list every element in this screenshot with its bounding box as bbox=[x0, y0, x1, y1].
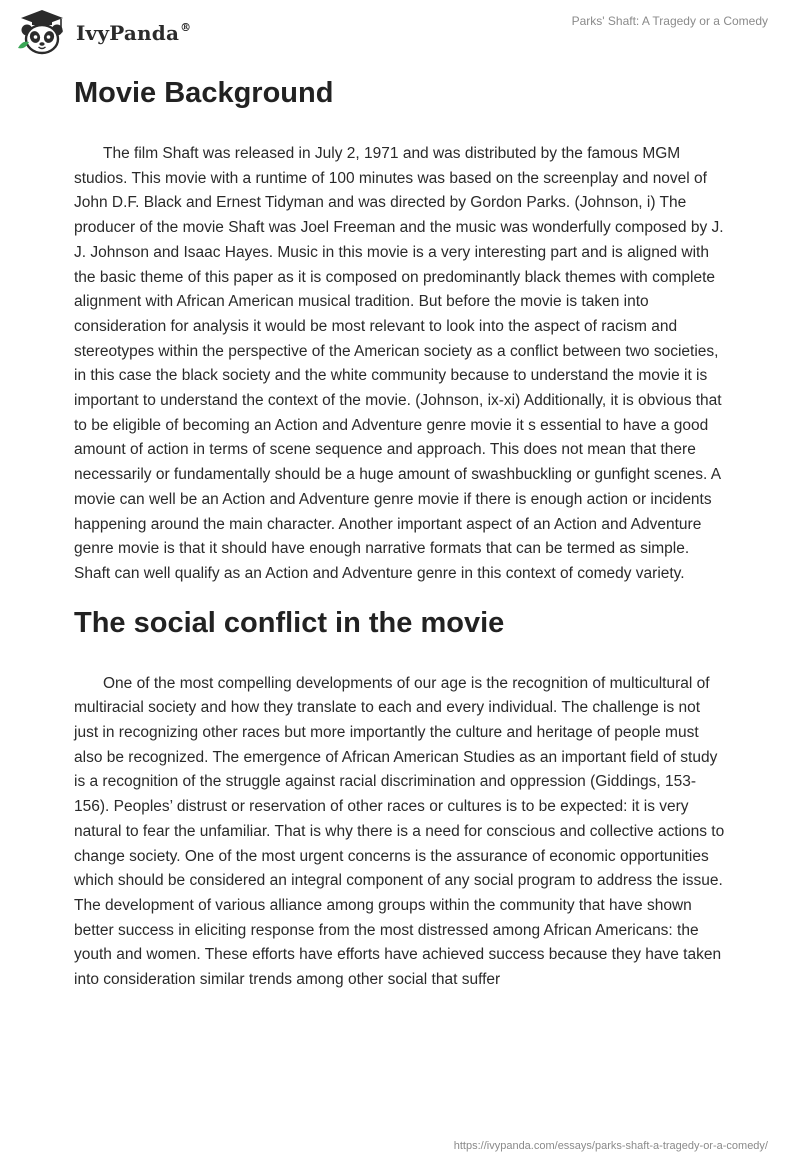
source-url[interactable]: https://ivypanda.com/essays/parks-shaft-a-tragedy-or-a-comedy/ bbox=[453, 1140, 768, 1152]
article-body bbox=[74, 70, 726, 993]
panda-graduate-icon bbox=[16, 8, 68, 56]
brand-logo[interactable] bbox=[16, 8, 191, 56]
section-paragraph-social-conflict: One of the most compelling developments of our age is the recognition of multicultural of multiracial society and how they translate to each and every individual. The challenge is not just in recognizing other races but more importantly the culture and heritage of people must also be recognized. The emergence of African American Studies as an important field of study is a recognition of the struggle against racial discrimination and oppression (Giddings, 153-156). Peoples’ distrust or reservation of other races or cultures is to be expected: it is very natural to fear the unfamiliar. That is why there is a need for conscious and collective actions to change society. One of the most urgent concerns is the assurance of economic opportunities which should be considered an integral component of any social program to address the issue. The development of various alliance among groups within the community that have shown better success in eliciting response from the most distressed among African Americans: the youth and women. These efforts have efforts have achieved success because they have taken into consideration similar trends among other social that suffer bbox=[74, 674, 725, 989]
section-heading-social-conflict: The social conflict in the movie bbox=[74, 606, 505, 639]
brand-name: IvyPanda® bbox=[76, 20, 192, 45]
document-title: Parks' Shaft: A Tragedy or a Comedy bbox=[571, 14, 768, 28]
section-paragraph-movie-background: The film Shaft was released in July 2, 1971 and was distributed by the famous MGM studios. This movie with a runtime of 100 minutes was based on the screenplay and novel of John D.F. Black and Ernest Tidyman and was directed by Gordon Parks. (Johnson, i) The producer of the movie Shaft was Joel Freeman and the music was wonderfully composed by J. J. Johnson and Isaac Hayes. Music in this movie is a very interesting part and is aligned with the basic theme of this paper as it is composed on predominantly black themes with complete alignment with African American musical tradition. But before the movie is taken into consideration for analysis it would be most relevant to look into the aspect of racism and stereotypes within the perspective of the American society as a conflict between two societies, in this case the black society and the white community because to understand the movie it is important to understand the context of the movie. (Johnson, ix-xi) Additionally, it is obvious that to be eligible of becoming an Action and Adventure genre movie it s essential to have a good amount of action in terms of scene sequence and approach. This does not mean that there necessarily or fundamentally should be a huge amount of swashbuckling or gunfight scenes. A movie can well be an Action and Adventure genre movie if there is enough action or incidents happening around the main character. Another important aspect of an Action and Adventure genre movie is that it should have enough narrative formats that can be termed as simple. Shaft can well qualify as an Action and Adventure genre in this context of comedy variety. bbox=[74, 145, 724, 582]
section-heading-movie-background: Movie Background bbox=[74, 77, 334, 109]
page-header bbox=[0, 0, 800, 70]
